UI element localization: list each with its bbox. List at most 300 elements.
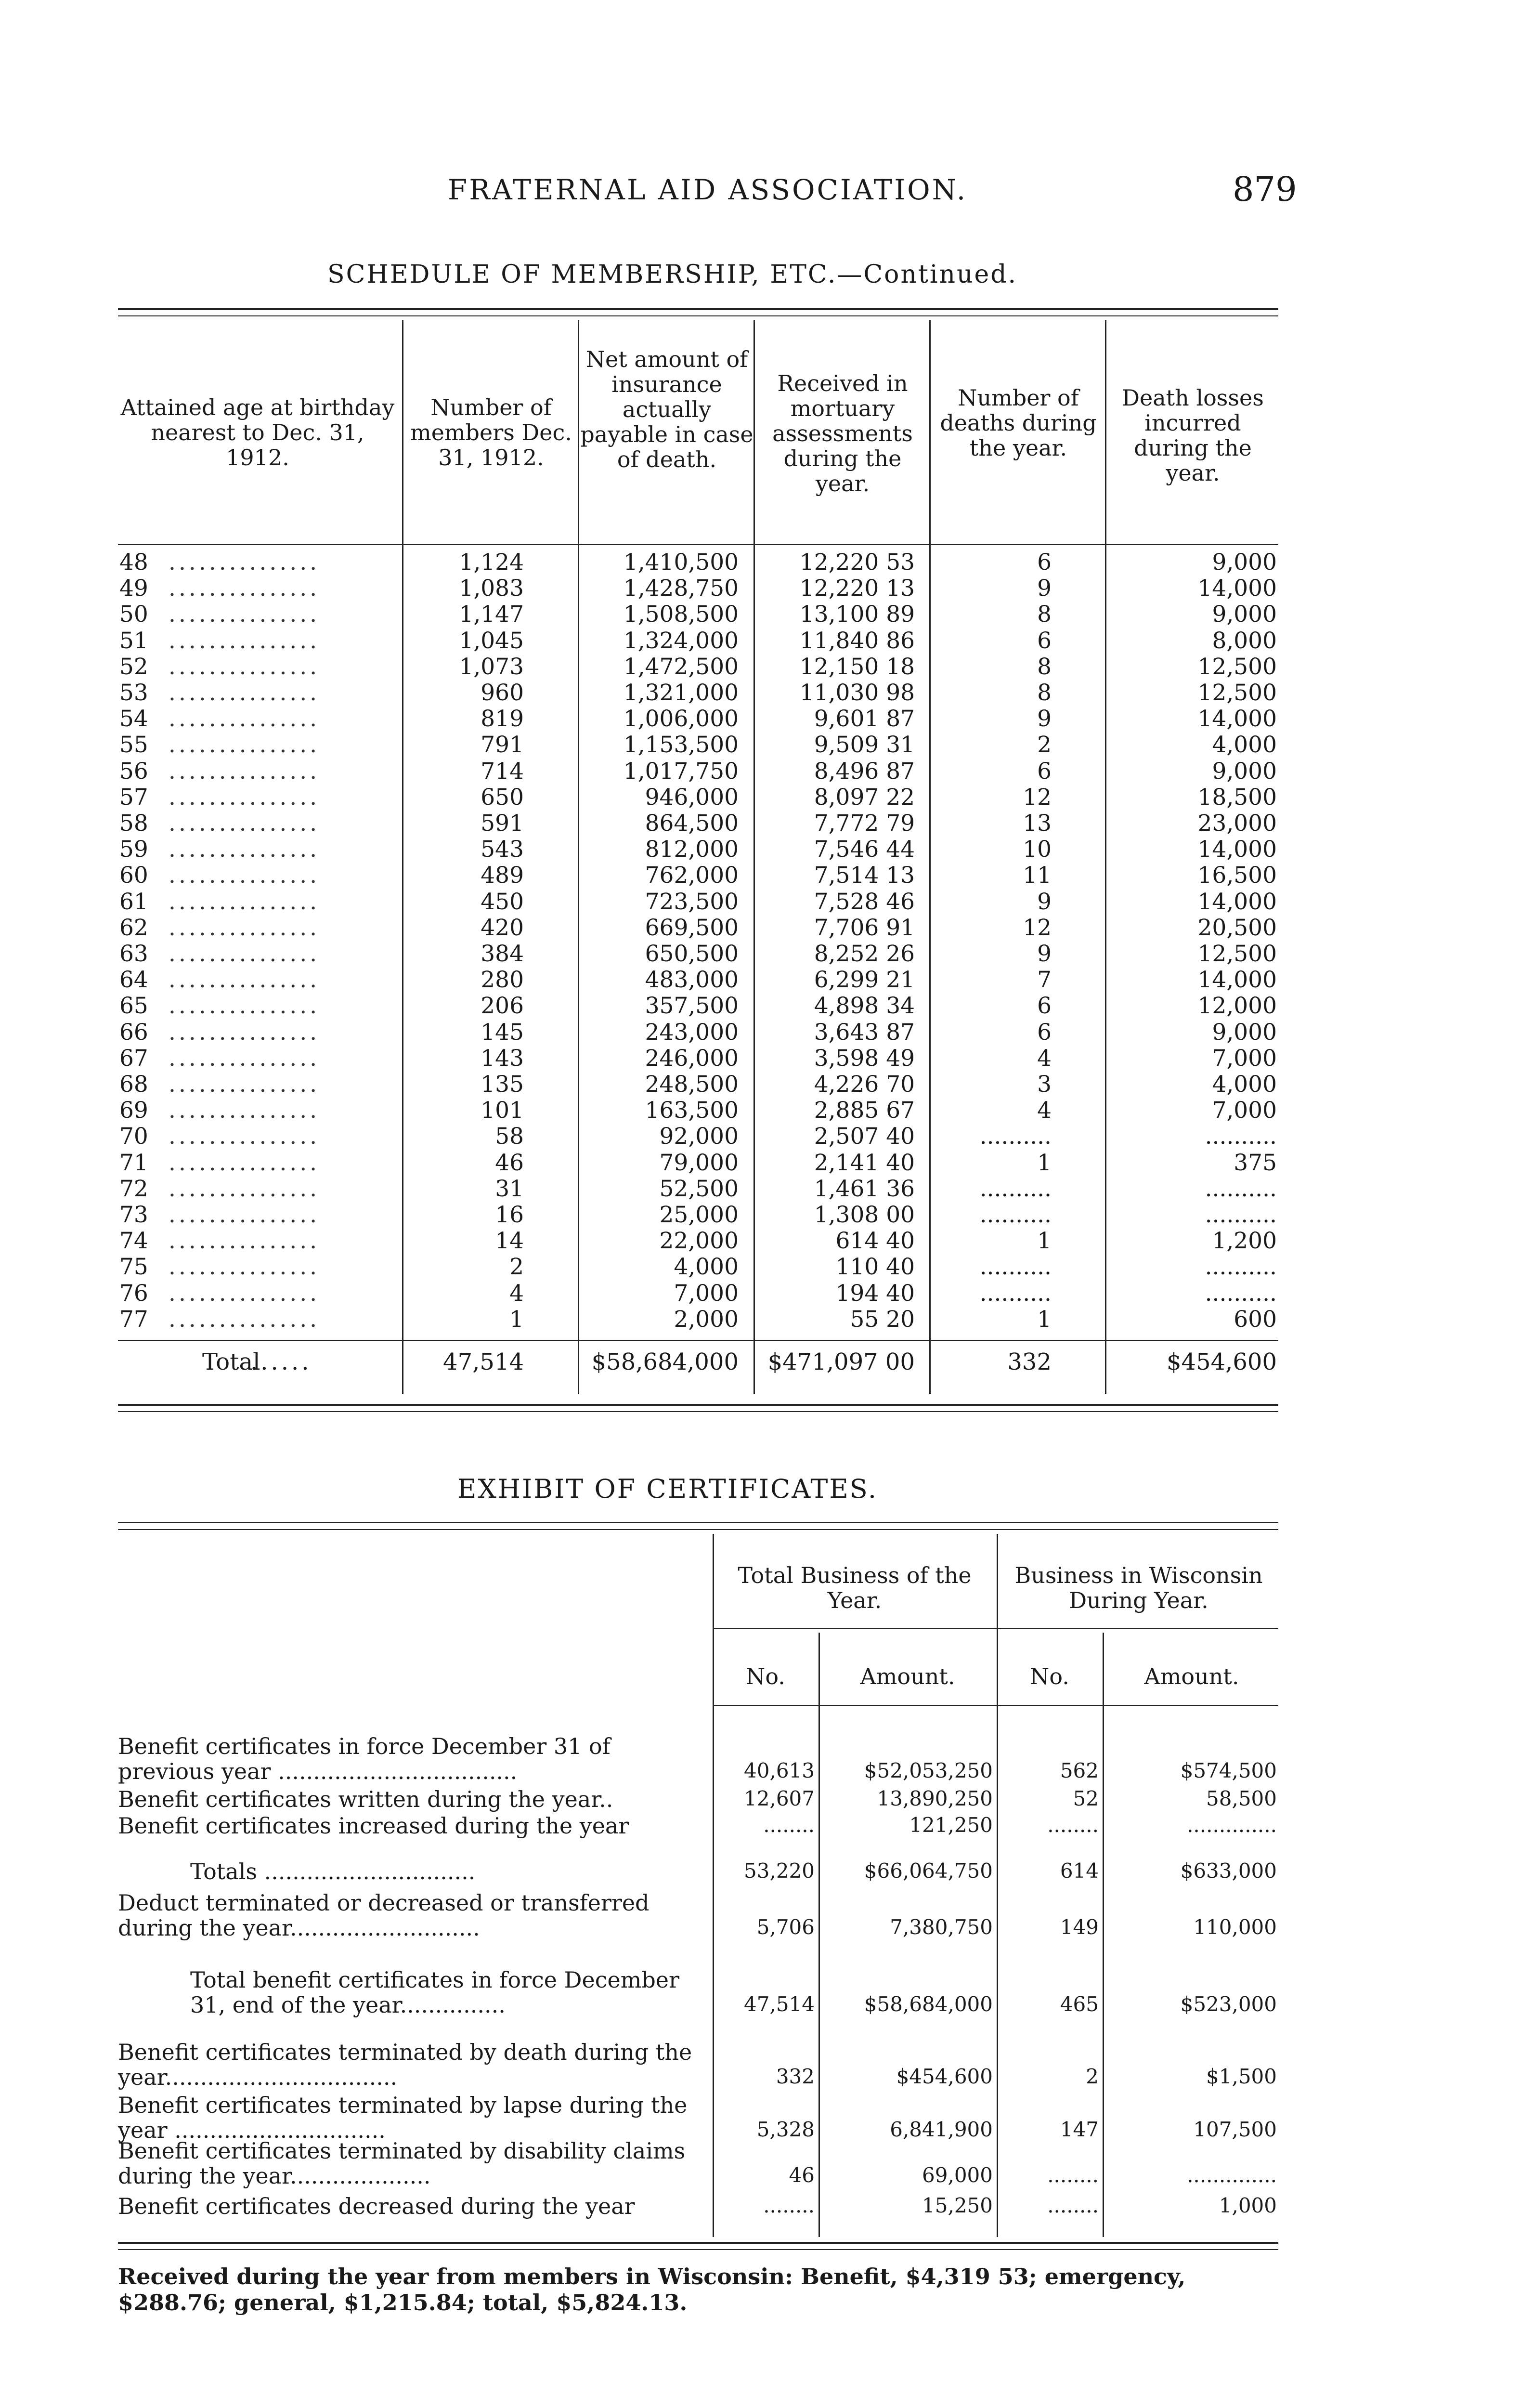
schedule-title: SCHEDULE OF MEMBERSHIP, ETC.—Continued.: [327, 260, 1018, 289]
deaths-cell: 6: [1037, 758, 1052, 785]
members-cell: 819: [481, 706, 524, 733]
leader-dots: ...............: [169, 680, 320, 706]
total-insurance: $58,684,000: [591, 1348, 739, 1375]
losses-cell: 375: [1234, 1149, 1277, 1176]
schedule-row: [0, 967, 1533, 993]
members-cell: 543: [481, 836, 524, 863]
received-cell: 6,299 21: [814, 967, 915, 994]
leader-dots: ...............: [169, 758, 320, 785]
schedule-row: [0, 810, 1533, 836]
col-header-received: Received in mortuary assessments during the year.: [772, 370, 913, 497]
members-cell: 145: [481, 1019, 524, 1046]
total-received: $471,097 00: [767, 1348, 915, 1375]
schedule-row: [0, 1202, 1533, 1228]
losses-cell: 12,500: [1197, 941, 1277, 967]
losses-cell: 9,000: [1212, 601, 1277, 628]
members-cell: 31: [495, 1175, 524, 1202]
deaths-cell: ..........: [979, 1123, 1052, 1150]
losses-cell: 12,000: [1197, 993, 1277, 1020]
leader-dots: ...............: [169, 810, 320, 837]
deaths-cell: 7: [1037, 967, 1052, 994]
members-cell: 1: [509, 1306, 524, 1333]
age-cell: 59: [119, 836, 148, 863]
leader-dots: ...............: [169, 627, 320, 654]
insurance-cell: 762,000: [645, 862, 739, 889]
received-cell: 7,514 13: [814, 862, 915, 889]
age-cell: 60: [119, 862, 148, 889]
exhibit-total-no: 5,706: [756, 1915, 815, 1939]
members-cell: 135: [481, 1071, 524, 1098]
exhibit-total-no: ........: [763, 1813, 815, 1837]
insurance-cell: 2,000: [674, 1306, 739, 1333]
age-cell: 77: [119, 1306, 148, 1333]
exhibit-wi-no: ........: [1047, 2163, 1099, 2187]
insurance-cell: 812,000: [645, 836, 739, 863]
age-cell: 71: [119, 1149, 148, 1176]
total-losses: $454,600: [1166, 1348, 1277, 1375]
leader-dots: ...............: [169, 1097, 320, 1124]
losses-cell: 8,000: [1212, 627, 1277, 654]
members-cell: 960: [481, 680, 524, 706]
exhibit-subheader-rule: [713, 1705, 1278, 1706]
received-cell: 8,097 22: [814, 784, 915, 811]
exhibit-row-label: Benefit certificates terminated by death during the year.................................: [118, 2039, 692, 2090]
received-cell: 7,772 79: [814, 810, 915, 837]
insurance-cell: 650,500: [645, 941, 739, 967]
deaths-cell: 13: [1023, 810, 1052, 837]
exhibit-total-no: 12,607: [744, 1787, 815, 1810]
insurance-cell: 483,000: [645, 967, 739, 994]
exhibit-divider-4: [1103, 1633, 1104, 2237]
exhibit-total-amount: $66,064,750: [864, 1859, 993, 1883]
total-members: 47,514: [443, 1348, 524, 1375]
exhibit-divider-2: [818, 1633, 820, 2237]
exhibit-total-amount: 121,250: [909, 1813, 993, 1837]
exhibit-divider-1: [713, 1534, 714, 2237]
members-cell: 58: [495, 1123, 524, 1150]
received-cell: 110 40: [835, 1254, 915, 1281]
age-cell: 76: [119, 1280, 148, 1307]
members-cell: 16: [495, 1202, 524, 1228]
received-cell: 614 40: [835, 1228, 915, 1255]
insurance-cell: 1,321,000: [623, 680, 739, 706]
exhibit-total-amount: 13,890,250: [877, 1787, 993, 1810]
age-cell: 58: [119, 810, 148, 837]
losses-cell: ..........: [1205, 1202, 1277, 1228]
received-cell: 194 40: [835, 1280, 915, 1307]
insurance-cell: 1,153,500: [623, 732, 739, 759]
insurance-cell: 1,006,000: [623, 706, 739, 733]
losses-cell: 23,000: [1197, 810, 1277, 837]
exhibit-wi-amount: 107,500: [1193, 2118, 1277, 2141]
exhibit-divider-3: [997, 1534, 998, 2237]
exhibit-total-no: 332: [776, 2065, 815, 2088]
members-cell: 143: [481, 1045, 524, 1072]
schedule-row: [0, 1019, 1533, 1045]
exhibit-row-label: Benefit certificates terminated by lapse during the year ..............................: [118, 2092, 688, 2143]
exhibit-total-no: 53,220: [744, 1859, 815, 1883]
exhibit-wi-no: 465: [1060, 1992, 1099, 2016]
received-cell: 2,507 40: [814, 1123, 915, 1150]
received-cell: 55 20: [850, 1306, 915, 1333]
members-cell: 450: [481, 888, 524, 915]
losses-cell: 14,000: [1197, 706, 1277, 733]
age-cell: 56: [119, 758, 148, 785]
age-cell: 73: [119, 1202, 148, 1228]
exhibit-subheader-total-no: No.: [746, 1663, 785, 1689]
exhibit-wi-amount: $574,500: [1180, 1759, 1277, 1782]
running-header-title: FRATERNAL AID ASSOCIATION.: [448, 173, 968, 206]
schedule-row: [0, 575, 1533, 601]
leader-dots: ...............: [169, 836, 320, 863]
exhibit-wi-amount: 58,500: [1206, 1787, 1277, 1810]
losses-cell: 9,000: [1212, 1019, 1277, 1046]
age-cell: 70: [119, 1123, 148, 1150]
received-cell: 1,461 36: [814, 1175, 915, 1202]
exhibit-wi-no: 52: [1073, 1787, 1099, 1810]
exhibit-bottom-rule-thin: [118, 2249, 1278, 2250]
exhibit-total-amount: $454,600: [896, 2065, 993, 2088]
exhibit-bottom-rule: [118, 2242, 1278, 2244]
insurance-cell: 248,500: [645, 1071, 739, 1098]
exhibit-row-label: Benefit certificates decreased during the year: [118, 2193, 635, 2219]
deaths-cell: 9: [1037, 941, 1052, 967]
insurance-cell: 946,000: [645, 784, 739, 811]
leader-dots: ...............: [169, 1280, 320, 1307]
deaths-cell: 12: [1023, 914, 1052, 941]
schedule-row: [0, 1150, 1533, 1176]
losses-cell: ..........: [1205, 1280, 1277, 1307]
exhibit-wi-amount: $633,000: [1180, 1859, 1277, 1883]
deaths-cell: ..........: [979, 1175, 1052, 1202]
schedule-row: [0, 862, 1533, 888]
schedule-row: [0, 1176, 1533, 1202]
deaths-cell: 6: [1037, 549, 1052, 576]
deaths-cell: 1: [1037, 1306, 1052, 1333]
age-cell: 52: [119, 653, 148, 680]
age-cell: 63: [119, 941, 148, 967]
leader-dots: ...............: [169, 941, 320, 967]
schedule-header-rule: [118, 544, 1278, 545]
deaths-cell: ..........: [979, 1280, 1052, 1307]
members-cell: 791: [481, 732, 524, 759]
exhibit-row-label: Total benefit certificates in force December 31, end of the year...............: [190, 1967, 679, 2018]
age-cell: 57: [119, 784, 148, 811]
schedule-row: [0, 1306, 1533, 1332]
members-cell: 4: [509, 1280, 524, 1307]
insurance-cell: 723,500: [645, 888, 739, 915]
losses-cell: 14,000: [1197, 888, 1277, 915]
members-cell: 1,124: [459, 549, 524, 576]
received-cell: 9,601 87: [814, 706, 915, 733]
exhibit-total-amount: 69,000: [922, 2163, 993, 2187]
leader-dots: ...............: [169, 1306, 320, 1333]
schedule-row: [0, 1071, 1533, 1097]
losses-cell: 16,500: [1197, 862, 1277, 889]
insurance-cell: 25,000: [659, 1202, 739, 1228]
schedule-bottom-rule-thin: [118, 1411, 1278, 1412]
exhibit-top-rule-thin: [118, 1529, 1278, 1530]
losses-cell: 4,000: [1212, 732, 1277, 759]
members-cell: 14: [495, 1228, 524, 1255]
losses-cell: 20,500: [1197, 914, 1277, 941]
age-cell: 68: [119, 1071, 148, 1098]
schedule-row: [0, 680, 1533, 706]
age-cell: 74: [119, 1228, 148, 1255]
losses-cell: ..........: [1205, 1175, 1277, 1202]
page-number: 879: [1233, 170, 1297, 209]
deaths-cell: 6: [1037, 1019, 1052, 1046]
deaths-cell: 9: [1037, 706, 1052, 733]
leader-dots: ...............: [169, 1123, 320, 1150]
insurance-cell: 22,000: [659, 1228, 739, 1255]
insurance-cell: 92,000: [659, 1123, 739, 1150]
leader-dots: ...............: [169, 1175, 320, 1202]
leader-dots: ...............: [169, 1149, 320, 1176]
age-cell: 72: [119, 1175, 148, 1202]
received-cell: 8,496 87: [814, 758, 915, 785]
col-header-members: Number of members Dec. 31, 1912.: [410, 394, 572, 471]
schedule-row: [0, 732, 1533, 758]
losses-cell: 14,000: [1197, 967, 1277, 994]
exhibit-wi-amount: $523,000: [1180, 1992, 1277, 2016]
exhibit-total-no: 5,328: [756, 2118, 815, 2141]
received-cell: 12,220 53: [799, 549, 915, 576]
deaths-cell: 9: [1037, 575, 1052, 602]
received-cell: 3,643 87: [814, 1019, 915, 1046]
age-cell: 65: [119, 993, 148, 1020]
deaths-cell: 6: [1037, 627, 1052, 654]
age-cell: 49: [119, 575, 148, 602]
received-cell: 2,885 67: [814, 1097, 915, 1124]
age-cell: 48: [119, 549, 148, 576]
received-cell: 4,898 34: [814, 993, 915, 1020]
exhibit-wi-no: ........: [1047, 2194, 1099, 2217]
exhibit-row-label: Deduct terminated or decreased or transferred during the year...........................: [118, 1890, 650, 1941]
members-cell: 1,045: [459, 627, 524, 654]
insurance-cell: 1,428,750: [623, 575, 739, 602]
age-cell: 61: [119, 888, 148, 915]
schedule-row: [0, 784, 1533, 810]
schedule-row: [0, 993, 1533, 1019]
received-cell: 11,840 86: [799, 627, 915, 654]
exhibit-header-total: Total Business of the Year.: [738, 1562, 972, 1613]
deaths-cell: ..........: [979, 1254, 1052, 1281]
exhibit-total-amount: $58,684,000: [864, 1992, 993, 2016]
received-cell: 12,220 13: [799, 575, 915, 602]
received-cell: 7,706 91: [814, 914, 915, 941]
insurance-cell: 864,500: [645, 810, 739, 837]
deaths-cell: 8: [1037, 680, 1052, 706]
members-cell: 384: [481, 941, 524, 967]
deaths-cell: 8: [1037, 601, 1052, 628]
schedule-row: [0, 706, 1533, 732]
insurance-cell: 1,324,000: [623, 627, 739, 654]
age-cell: 50: [119, 601, 148, 628]
schedule-row: [0, 628, 1533, 654]
members-cell: 1,147: [459, 601, 524, 628]
insurance-cell: 1,017,750: [623, 758, 739, 785]
exhibit-total-amount: 7,380,750: [890, 1915, 993, 1939]
members-cell: 280: [481, 967, 524, 994]
age-cell: 69: [119, 1097, 148, 1124]
received-cell: 7,546 44: [814, 836, 915, 863]
leader-dots: ...............: [169, 914, 320, 941]
exhibit-total-amount: 15,250: [922, 2194, 993, 2217]
insurance-cell: 357,500: [645, 993, 739, 1020]
insurance-cell: 246,000: [645, 1045, 739, 1072]
deaths-cell: 4: [1037, 1097, 1052, 1124]
exhibit-wi-amount: ..............: [1187, 2163, 1277, 2187]
exhibit-row-label: Benefit certificates terminated by disability claims during the year....................: [118, 2138, 686, 2189]
losses-cell: 9,000: [1212, 549, 1277, 576]
losses-cell: 1,200: [1212, 1228, 1277, 1255]
members-cell: 650: [481, 784, 524, 811]
members-cell: 420: [481, 914, 524, 941]
exhibit-wi-no: 614: [1060, 1859, 1099, 1883]
age-cell: 64: [119, 967, 148, 994]
schedule-row: [0, 836, 1533, 862]
age-cell: 54: [119, 706, 148, 733]
leader-dots: ...............: [169, 1071, 320, 1098]
total-label: Total: [202, 1348, 260, 1375]
leader-dots: ...............: [169, 653, 320, 680]
received-cell: 2,141 40: [814, 1149, 915, 1176]
leader-dots: ...............: [169, 549, 320, 576]
exhibit-group-rule: [713, 1628, 1278, 1629]
deaths-cell: 1: [1037, 1149, 1052, 1176]
insurance-cell: 52,500: [659, 1175, 739, 1202]
schedule-row: [0, 654, 1533, 680]
leader-dots: ...............: [169, 1019, 320, 1046]
losses-cell: 14,000: [1197, 836, 1277, 863]
schedule-total-rule: [118, 1340, 1278, 1341]
schedule-row: [0, 1254, 1533, 1280]
exhibit-total-no: 47,514: [744, 1992, 815, 2016]
members-cell: 1,073: [459, 653, 524, 680]
members-cell: 101: [481, 1097, 524, 1124]
exhibit-wi-no: 149: [1060, 1915, 1099, 1939]
deaths-cell: ..........: [979, 1202, 1052, 1228]
members-cell: 714: [481, 758, 524, 785]
deaths-cell: 2: [1037, 732, 1052, 759]
exhibit-wi-amount: ..............: [1187, 1813, 1277, 1837]
leader-dots: ...............: [169, 993, 320, 1020]
members-cell: 591: [481, 810, 524, 837]
schedule-row: [0, 1045, 1533, 1071]
age-cell: 53: [119, 680, 148, 706]
schedule-row: [0, 915, 1533, 941]
losses-cell: ..........: [1205, 1254, 1277, 1281]
losses-cell: 9,000: [1212, 758, 1277, 785]
losses-cell: 7,000: [1212, 1045, 1277, 1072]
received-cell: 12,150 18: [799, 653, 915, 680]
members-cell: 2: [509, 1254, 524, 1281]
received-cell: 13,100 89: [799, 601, 915, 628]
losses-cell: 18,500: [1197, 784, 1277, 811]
exhibit-total-no: ........: [763, 2194, 815, 2217]
losses-cell: 12,500: [1197, 680, 1277, 706]
received-cell: 11,030 98: [799, 680, 915, 706]
leader-dots: ...............: [169, 888, 320, 915]
received-cell: 8,252 26: [814, 941, 915, 967]
exhibit-row-label: Benefit certificates written during the year..: [118, 1786, 613, 1812]
leader-dots: ...............: [169, 1045, 320, 1072]
losses-cell: 14,000: [1197, 575, 1277, 602]
leader-dots: ...............: [169, 784, 320, 811]
insurance-cell: 79,000: [659, 1149, 739, 1176]
age-cell: 67: [119, 1045, 148, 1072]
age-cell: 75: [119, 1254, 148, 1281]
schedule-row: [0, 549, 1533, 575]
insurance-cell: 1,410,500: [623, 549, 739, 576]
leader-dots: ...............: [169, 601, 320, 628]
total-dots: ......: [250, 1348, 312, 1375]
schedule-row: [0, 1280, 1533, 1306]
schedule-top-rule-thin: [118, 315, 1278, 316]
losses-cell: 7,000: [1212, 1097, 1277, 1124]
exhibit-title: EXHIBIT OF CERTIFICATES.: [457, 1474, 878, 1504]
insurance-cell: 1,508,500: [623, 601, 739, 628]
losses-cell: ..........: [1205, 1123, 1277, 1150]
exhibit-header-wisconsin: Business in Wisconsin During Year.: [1014, 1562, 1263, 1613]
exhibit-wi-amount: 110,000: [1193, 1915, 1277, 1939]
deaths-cell: 12: [1023, 784, 1052, 811]
col-header-age: Attained age at birthday nearest to Dec. 31, 1912.: [120, 394, 395, 471]
exhibit-subheader-total-amount: Amount.: [860, 1663, 955, 1689]
exhibit-wi-no: ........: [1047, 1813, 1099, 1837]
received-cell: 3,598 49: [814, 1045, 915, 1072]
age-cell: 66: [119, 1019, 148, 1046]
leader-dots: ...............: [169, 706, 320, 733]
leader-dots: ...............: [169, 1254, 320, 1281]
exhibit-row-label: Totals ..............................: [190, 1858, 476, 1885]
deaths-cell: 4: [1037, 1045, 1052, 1072]
insurance-cell: 163,500: [645, 1097, 739, 1124]
members-cell: 489: [481, 862, 524, 889]
insurance-cell: 1,472,500: [623, 653, 739, 680]
schedule-row: [0, 758, 1533, 784]
col-header-losses: Death losses incurred during the year.: [1122, 385, 1264, 486]
schedule-bottom-rule: [118, 1404, 1278, 1406]
schedule-row: [0, 1097, 1533, 1123]
exhibit-wi-amount: $1,500: [1206, 2065, 1277, 2088]
exhibit-total-no: 40,613: [744, 1759, 815, 1782]
deaths-cell: 11: [1023, 862, 1052, 889]
received-cell: 9,509 31: [814, 732, 915, 759]
exhibit-wi-amount: 1,000: [1219, 2194, 1277, 2217]
deaths-cell: 8: [1037, 653, 1052, 680]
age-cell: 51: [119, 627, 148, 654]
leader-dots: ...............: [169, 732, 320, 759]
leader-dots: ...............: [169, 1228, 320, 1255]
total-deaths: 332: [1007, 1348, 1052, 1375]
exhibit-wi-no: 2: [1086, 2065, 1099, 2088]
members-cell: 206: [481, 993, 524, 1020]
members-cell: 46: [495, 1149, 524, 1176]
wisconsin-receipts-footnote: Received during the year from members in Wisconsin: Benefit, $4,319 53; emergency, $288.76; general, $1,215.84; total, $5,824.13.: [118, 2264, 1186, 2316]
deaths-cell: 10: [1023, 836, 1052, 863]
exhibit-row-label: Benefit certificates in force December 31 of previous year ..................................: [118, 1733, 611, 1784]
leader-dots: ...............: [169, 1202, 320, 1228]
insurance-cell: 4,000: [674, 1254, 739, 1281]
schedule-row: [0, 601, 1533, 627]
exhibit-total-amount: $52,053,250: [864, 1759, 993, 1782]
members-cell: 1,083: [459, 575, 524, 602]
schedule-row: [0, 889, 1533, 915]
insurance-cell: 7,000: [674, 1280, 739, 1307]
col-header-deaths: Number of deaths during the year.: [940, 385, 1097, 461]
